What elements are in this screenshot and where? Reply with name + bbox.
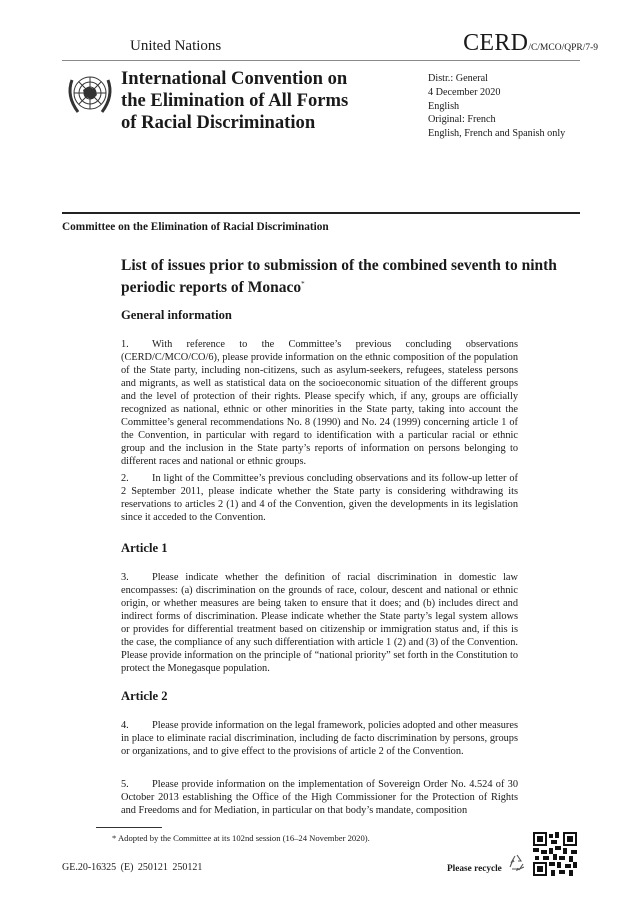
- paragraph-number: 5.: [121, 779, 129, 790]
- document-symbol: [463, 30, 598, 57]
- footnote: * Adopted by the Committee at its 102nd session (16–24 November 2020).: [112, 833, 370, 843]
- section-heading: General information: [121, 308, 232, 322]
- job-number: GE.20-16325 (E) 250121 250121: [62, 862, 203, 873]
- convention-title-line: of Racial Discrimination: [121, 112, 316, 133]
- document-title: [121, 256, 561, 297]
- paragraph-text: Please indicate whether the definition of racial discrimination in domestic law encompasses: (a) discrimination on the grounds of race, colour, descent and national or ethnic origin, or whether measures are being taken to ensure that it does; and (b) includes direct and indirect forms of discrimination. Please indicate whether the State party’s legal system allows or provides for differential treatment based on citizenship or immigration status and, if this is the case, the compliance of any such differentiation with article 1 (2) and (3) of the Convention. Please provide information on the principle of “national priority” set forth in the Constitution to protect the Monegasque population.: [121, 572, 518, 674]
- recycle-icon: [507, 853, 527, 873]
- section-heading: Article 2: [121, 689, 168, 703]
- available-languages: English, French and Spanish only: [428, 128, 566, 140]
- organization-name: United Nations: [130, 38, 222, 54]
- section-heading: Article 1: [121, 541, 168, 555]
- distribution: Distr.: General: [428, 73, 488, 84]
- paragraph: [121, 571, 518, 675]
- paragraph-text: With reference to the Committee’s previous concluding observations (CERD/C/MCO/CO/6), please provide information on the ethnic composition of the population of the State party, including non-citizens, such as asylum-seekers, refugees, stateless persons and migrants, as well as statistical data on the socioeconomic situation of the different groups and the level of protection of their rights. Please specify which, if any, groups are officially recognized as national, ethnic or other minorities in the State party, taking into account the Committee’s general recommendations No. 8 (1990) and No. 24 (1999) concerning article 1 of the Convention, in particular with regard to identification with a particular racial or ethnic group and the inclusion in the State party’s reports of information on persons belonging to different races and national or ethnic groups.: [121, 339, 518, 467]
- convention-title-line: the Elimination of All Forms: [121, 90, 349, 111]
- original-language: Original: French: [428, 114, 496, 126]
- paragraph: [121, 778, 518, 817]
- un-emblem-icon: [64, 68, 116, 120]
- footnote-rule: [96, 827, 162, 828]
- footnote-marker[interactable]: *: [301, 280, 305, 288]
- section-rule: [62, 212, 580, 214]
- paragraph-number: 2.: [121, 473, 129, 484]
- paragraph: [121, 719, 518, 758]
- recycle-label: Please recycle: [447, 864, 502, 874]
- paragraph-number: 1.: [121, 339, 129, 350]
- paragraph-text: Please provide information on the legal framework, policies adopted and other measures in place to eliminate racial discrimination, including de facto discrimination by persons, groups or organizations, and to give effect to the provisions of article 2 of the Convention.: [121, 720, 518, 757]
- paragraph-number: 3.: [121, 572, 129, 583]
- paragraph-text: Please provide information on the implementation of Sovereign Order No. 4.524 of 30 October 2013 establishing the Office of the High Commissioner for the Protection of Rights and Freedoms and for Mediation, in particular on that body’s mandate, composition: [121, 779, 518, 816]
- paragraph: [121, 472, 518, 524]
- document-date: 4 December 2020: [428, 86, 501, 98]
- header-rule: [62, 60, 580, 61]
- committee-name: Committee on the Elimination of Racial Discrimination: [62, 221, 329, 233]
- language: English: [428, 100, 460, 112]
- qr-code-icon[interactable]: [533, 832, 577, 876]
- distribution-info: [428, 72, 565, 141]
- convention-title: [121, 68, 348, 134]
- convention-title-line: International Convention on: [121, 68, 348, 89]
- paragraph-number: 4.: [121, 720, 129, 731]
- symbol-main: CERD: [463, 30, 529, 56]
- paragraph: [121, 338, 518, 468]
- document-title-text: List of issues prior to submission of the combined seventh to ninth periodic reports of Monaco: [121, 257, 557, 297]
- paragraph-text: In light of the Committee’s previous concluding observations and its follow-up letter of 2 September 2011, please indicate whether the State party is considering withdrawing its reservations to articles 2 (1) and 4 of the Convention, given the developments in its legislation since it acceded to the Convention.: [121, 473, 518, 523]
- symbol-suffix: /C/MCO/QPR/7-9: [528, 43, 598, 53]
